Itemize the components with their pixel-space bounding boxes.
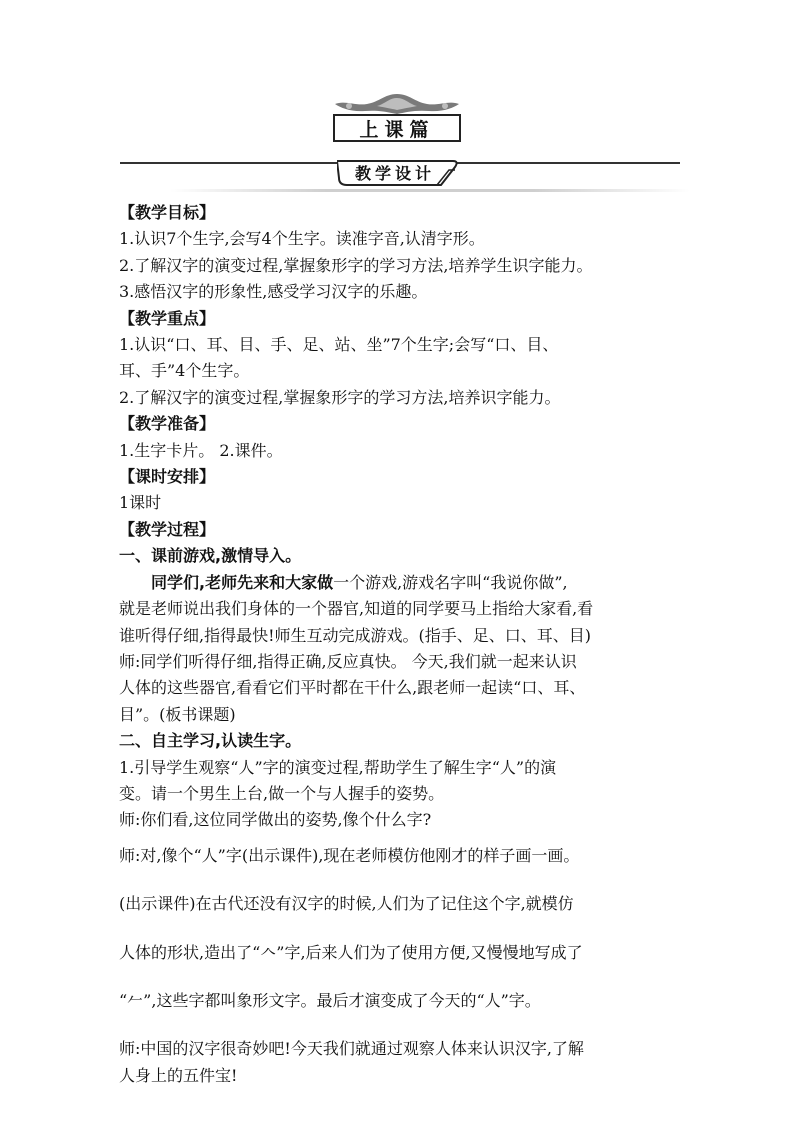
lesson-content — [119, 200, 694, 1089]
key-point-line-3: 2.了解汉字的演变过程,掌握象形字的学习方法,培养识字能力。 — [119, 387, 561, 407]
part2-line-4: 师:对,像个“人”字(出示课件),现在老师模仿他刚才的样子画一画。 — [119, 845, 580, 865]
part1-line-5: 人体的这些器官,看看它们平时都在干什么,跟老师一起读“口、耳、 — [119, 678, 586, 698]
part1-line-6: 目”。(板书课题) — [119, 704, 236, 724]
part2-line-3: 师:你们看,这位同学做出的姿势,像个什么字? — [119, 810, 432, 830]
part1-line-4: 师:同学们听得仔细,指得正确,反应真快。 今天,我们就一起来认识 — [119, 651, 577, 671]
prep-text: 1.生字卡片。 2.课件。 — [119, 440, 283, 460]
part1-line-1 — [119, 570, 694, 596]
part2-line-8: 师:中国的汉字很奇妙吧!今天我们就通过观察人体来认识汉字,了解 — [119, 1039, 584, 1059]
section-title-box: 上课篇 — [333, 114, 461, 142]
key-point-line-1: 1.认识“口、耳、目、手、足、站、坐”7个生字;会写“口、目、 — [119, 335, 559, 355]
goal-item-2: 2.了解汉字的演变过程,掌握象形字的学习方法,培养学生识字能力。 — [119, 255, 593, 275]
key-point-line-2: 耳、手”4个生字。 — [119, 361, 250, 381]
part1-title: 一、课前游戏,激情导入。 — [119, 546, 302, 566]
subtitle-label: 教学设计 — [354, 163, 435, 183]
decorative-divider — [170, 189, 690, 192]
part2-line-5: (出示课件)在古代还没有汉字的时候,人们为了记住这个字,就模仿 — [119, 894, 574, 914]
part2-title: 二、自主学习,认读生字。 — [119, 731, 302, 751]
part1-lead-rest: 一个游戏,游戏名字叫“我说你做”, — [333, 572, 568, 592]
process-heading: 【教学过程】 — [119, 519, 216, 539]
goals-heading: 【教学目标】 — [119, 203, 216, 222]
prep-heading: 【教学准备】 — [119, 414, 216, 434]
page-header — [0, 0, 794, 200]
part2-line-9: 人身上的五件宝! — [119, 1065, 238, 1085]
goal-item-3: 3.感悟汉字的形象性,感受学习汉字的乐趣。 — [119, 282, 428, 302]
schedule-heading: 【课时安排】 — [119, 467, 216, 487]
part1-lead-bold: 同学们,老师先来和大家做 — [151, 572, 334, 592]
part2-line-1: 1.引导学生观察“人”字的演变过程,帮助学生了解生字“人”的演 — [119, 757, 557, 777]
part1-line-2: 就是老师说出我们身体的一个器官,知道的同学要马上指给大家看,看 — [119, 599, 594, 619]
part2-line-2: 变。请一个男生上台,做一个与人握手的姿势。 — [119, 783, 445, 803]
part2-line-6: 人体的形状,造出了“𠆢”字,后来人们为了使用方便,又慢慢地写成了 — [119, 942, 583, 962]
key-points-heading: 【教学重点】 — [119, 308, 216, 328]
goal-item-1: 1.认识7个生字,会写4个生字。读准字音,认清字形。 — [119, 229, 485, 249]
ornament-icon — [325, 92, 469, 116]
schedule-text: 1课时 — [119, 493, 162, 513]
part2-line-7: “𠂉”,这些字都叫象形文字。最后才演变成了今天的“人”字。 — [119, 990, 541, 1010]
part1-line-3: 谁听得仔细,指得最快!师生互动完成游戏。(指手、足、口、耳、目) — [119, 625, 592, 645]
